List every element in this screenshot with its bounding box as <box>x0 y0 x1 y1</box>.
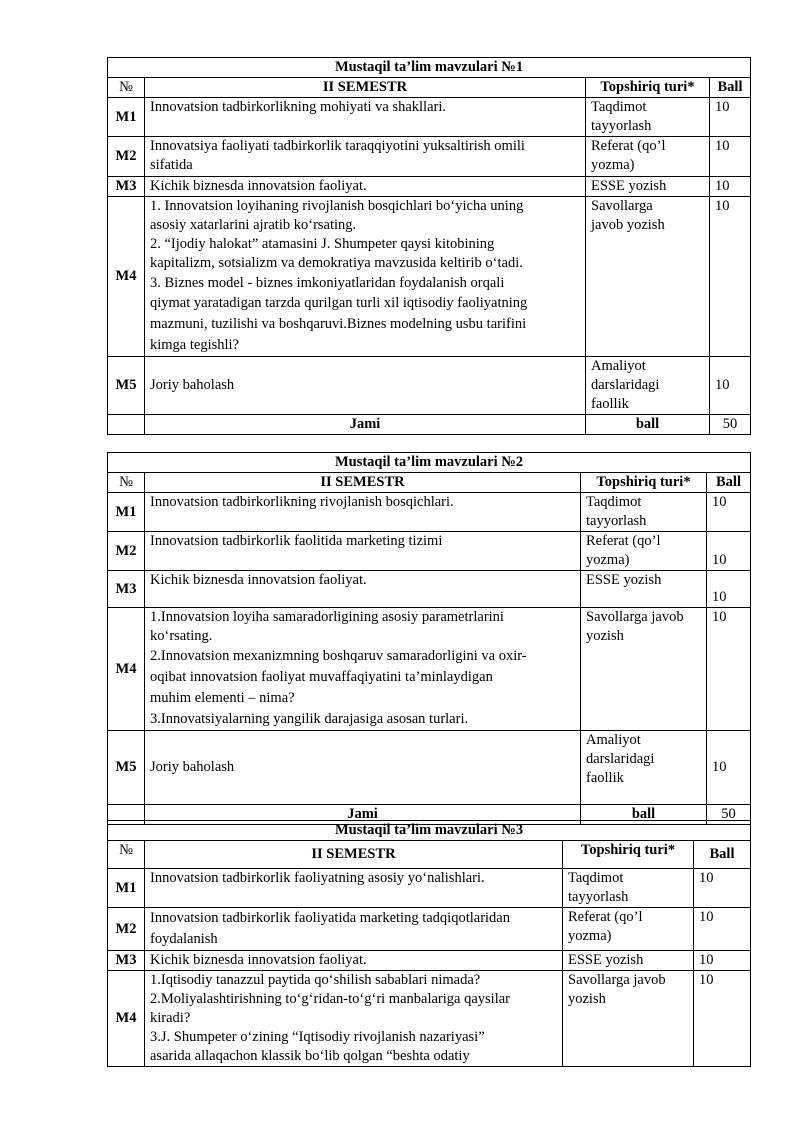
topic-line: Joriy baholash <box>150 759 235 775</box>
row-topic <box>145 532 581 571</box>
total-label: Jami <box>145 805 581 825</box>
topic-line: 3.Innovatsiyalarning yangilik darajasiga asosan turlari. <box>150 711 469 727</box>
table-row <box>108 98 751 137</box>
table-row <box>108 971 751 1067</box>
table-row <box>108 493 751 532</box>
row-ball: 10 <box>710 177 751 197</box>
row-topic <box>145 869 563 908</box>
row-topic <box>145 608 581 731</box>
table-title-row <box>108 453 751 473</box>
row-task-type <box>586 137 710 177</box>
row-ball: 10 <box>707 608 751 731</box>
task-type-line: Referat (qo’l <box>591 138 666 154</box>
header-task-type: Topshiriq turi* <box>581 473 707 493</box>
header-number: № <box>108 841 145 869</box>
row-task-type <box>563 908 694 951</box>
table-title: Mustaqil ta’lim mavzulari №3 <box>108 821 751 841</box>
assignment-table-2 <box>107 452 751 825</box>
row-task-type <box>563 951 694 971</box>
total-empty-cell <box>108 415 145 435</box>
topic-line: kiradi? <box>150 1010 191 1026</box>
total-value: 50 <box>710 415 751 435</box>
row-ball: 10 <box>710 137 751 177</box>
task-type-line: Taqdimot <box>591 99 647 115</box>
task-type-line: faollik <box>591 396 629 412</box>
topic-line: Innovatsion tadbirkorlik faolitida marketing tizimi <box>150 533 443 549</box>
task-type-line: Amaliyot <box>591 358 646 374</box>
topic-line: kapitalizm, sotsializm va demokratiya mavzusida keltirib o‘tadi. <box>150 255 523 271</box>
table-row <box>108 571 751 608</box>
topic-line: Innovatsion tadbirkorlikning mohiyati va shakllari. <box>150 99 446 115</box>
row-code: M5 <box>108 357 145 415</box>
task-type-line: yozma) <box>586 552 630 568</box>
topic-line: muhim elementi – nima? <box>150 690 295 706</box>
row-ball: 10 <box>710 98 751 137</box>
topic-line: Kichik biznesda innovatsion faoliyat. <box>150 178 367 194</box>
row-topic <box>145 357 586 415</box>
row-task-type <box>586 98 710 137</box>
assignment-table-1 <box>107 57 751 435</box>
topic-line: 2. “Ijodiy halokat” atamasini J. Shumpeter qaysi kitobining <box>150 236 495 252</box>
total-label: Jami <box>145 415 586 435</box>
task-type-line: Taqdimot <box>568 870 624 886</box>
row-ball: 10 <box>694 908 751 951</box>
row-topic <box>145 951 563 971</box>
row-topic <box>145 177 586 197</box>
topic-line: 2.Innovatsion mexanizmning boshqaruv samaradorligini va oxir- <box>150 648 527 664</box>
row-code: M1 <box>108 493 145 532</box>
task-type-line: Savollarga <box>591 198 653 214</box>
header-number: № <box>108 78 145 98</box>
topic-line: mazmuni, tuzilishi va boshqaruvi.Biznes modelning usbu tarifini <box>150 316 527 332</box>
header-task-type: Topshiriq turi* <box>563 841 694 869</box>
task-type-line: javob yozish <box>591 217 665 233</box>
table-title: Mustaqil ta’lim mavzulari №2 <box>108 453 751 473</box>
row-task-type <box>563 869 694 908</box>
topic-line: foydalanish <box>150 931 218 947</box>
table-header-row <box>108 78 751 98</box>
topic-line: kimga tegishli? <box>150 337 239 353</box>
task-type-line: Referat (qo’l <box>568 909 643 925</box>
table-row <box>108 951 751 971</box>
task-type-line: yozma) <box>568 928 612 944</box>
task-type-line: yozish <box>568 991 606 1007</box>
row-ball: 10 <box>707 731 751 805</box>
header-ball: Ball <box>707 473 751 493</box>
task-type-line: tayyorlash <box>568 889 629 905</box>
row-code: M4 <box>108 197 145 357</box>
table-row <box>108 177 751 197</box>
row-task-type <box>586 197 710 357</box>
assignment-table-3 <box>107 820 751 1067</box>
total-value: 50 <box>707 805 751 825</box>
row-task-type <box>581 532 707 571</box>
row-code: M1 <box>108 98 145 137</box>
row-ball: 10 <box>707 493 751 532</box>
task-type-line: tayyorlash <box>591 118 652 134</box>
task-type-line: ESSE yozish <box>586 572 662 588</box>
row-topic <box>145 137 586 177</box>
row-topic <box>145 908 563 951</box>
task-type-line: yozma) <box>591 157 635 173</box>
task-type-line: tayyorlash <box>586 513 647 529</box>
topic-line: 1. Innovatsion loyihaning rivojlanish bosqichlari bo‘yicha uning <box>150 198 524 214</box>
header-ball: Ball <box>694 841 751 869</box>
row-code: M4 <box>108 608 145 731</box>
row-ball: 10 <box>694 869 751 908</box>
topic-line: Kichik biznesda innovatsion faoliyat. <box>150 572 367 588</box>
header-number: № <box>108 473 145 493</box>
topic-line: Joriy baholash <box>150 377 235 393</box>
row-topic <box>145 493 581 532</box>
row-ball: 10 <box>707 532 751 571</box>
topic-line: 1.Innovatsion loyiha samaradorligining asosiy parametrlarini <box>150 609 504 625</box>
topic-line: asosiy xatarlarini ajratib ko‘rsating. <box>150 217 357 233</box>
table-title-row <box>108 58 751 78</box>
row-ball: 10 <box>710 357 751 415</box>
row-code: M2 <box>108 532 145 571</box>
table-title: Mustaqil ta’lim mavzulari №1 <box>108 58 751 78</box>
table-row <box>108 608 751 731</box>
topic-line: asarida allaqachon klassik bo‘lib qolgan “beshta odatiy <box>150 1048 470 1064</box>
table-header-row <box>108 473 751 493</box>
header-semester: II SEMESTR <box>145 473 581 493</box>
task-type-line: Savollarga javob <box>586 609 684 625</box>
table-row <box>108 357 751 415</box>
topic-line: 2.Moliyalashtirishning to‘g‘ridan-to‘g‘ri manbalariga qaysilar <box>150 991 510 1007</box>
task-type-line: Savollarga javob <box>568 972 666 988</box>
row-topic <box>145 971 563 1067</box>
row-code: M5 <box>108 731 145 805</box>
topic-line: qiymat yaratadigan tarzda qurilgan turli xil iqtisodiy faoliyatning <box>150 295 528 311</box>
table-total-row <box>108 415 751 435</box>
row-task-type <box>586 177 710 197</box>
row-ball: 10 <box>694 971 751 1067</box>
row-topic <box>145 571 581 608</box>
row-topic <box>145 98 586 137</box>
row-code: M4 <box>108 971 145 1067</box>
table-row <box>108 731 751 805</box>
table-row <box>108 869 751 908</box>
header-semester: II SEMESTR <box>145 78 586 98</box>
row-topic <box>145 197 586 357</box>
row-code: M3 <box>108 951 145 971</box>
task-type-line: Taqdimot <box>586 494 642 510</box>
row-code: M2 <box>108 137 145 177</box>
row-ball: 10 <box>694 951 751 971</box>
topic-line: sifatida <box>150 157 193 173</box>
topic-line: ko‘rsating. <box>150 628 213 644</box>
table-row <box>108 137 751 177</box>
topic-line: Kichik biznesda innovatsion faoliyat. <box>150 952 367 968</box>
total-unit: ball <box>586 415 710 435</box>
topic-line: 3.J. Shumpeter o‘zining “Iqtisodiy rivojlanish nazariyasi” <box>150 1029 485 1045</box>
header-semester: II SEMESTR <box>145 841 563 869</box>
row-code: M1 <box>108 869 145 908</box>
row-code: M3 <box>108 571 145 608</box>
task-type-line: darslaridagi <box>586 751 655 767</box>
table-row <box>108 197 751 357</box>
header-ball: Ball <box>710 78 751 98</box>
task-type-line: faollik <box>586 770 624 786</box>
task-type-line: ESSE yozish <box>568 952 644 968</box>
row-task-type <box>581 493 707 532</box>
row-ball: 10 <box>707 571 751 608</box>
table-row <box>108 532 751 571</box>
row-task-type <box>563 971 694 1067</box>
topic-line: Innovatsion tadbirkorlikning rivojlanish bosqichlari. <box>150 494 454 510</box>
total-unit: ball <box>581 805 707 825</box>
table-header-row <box>108 841 751 869</box>
topic-line: oqibat innovatsion faoliyat muvaffaqiyatini ta’minlaydigan <box>150 669 493 685</box>
topic-line: 3. Biznes model - biznes imkoniyatlaridan foydalanish orqali <box>150 275 505 291</box>
header-task-type: Topshiriq turi* <box>586 78 710 98</box>
row-task-type <box>586 357 710 415</box>
topic-line: 1.Iqtisodiy tanazzul paytida qo‘shilish sabablari nimada? <box>150 972 481 988</box>
row-code: M2 <box>108 908 145 951</box>
task-type-line: yozish <box>586 628 624 644</box>
table-row <box>108 908 751 951</box>
row-ball: 10 <box>710 197 751 357</box>
row-code: M3 <box>108 177 145 197</box>
row-topic <box>145 731 581 805</box>
row-task-type <box>581 608 707 731</box>
table-title-row <box>108 821 751 841</box>
row-task-type <box>581 731 707 805</box>
task-type-line: Referat (qo’l <box>586 533 661 549</box>
task-type-line: ESSE yozish <box>591 178 667 194</box>
task-type-line: Amaliyot <box>586 732 641 748</box>
row-task-type <box>581 571 707 608</box>
topic-line: Innovatsion tadbirkorlik faoliyatning asosiy yo‘nalishlari. <box>150 870 485 886</box>
topic-line: Innovatsiya faoliyati tadbirkorlik taraqqiyotini yuksaltirish omili <box>150 138 525 154</box>
topic-line: Innovatsion tadbirkorlik faoliyatida marketing tadqiqotlaridan <box>150 910 510 926</box>
task-type-line: darslaridagi <box>591 377 660 393</box>
